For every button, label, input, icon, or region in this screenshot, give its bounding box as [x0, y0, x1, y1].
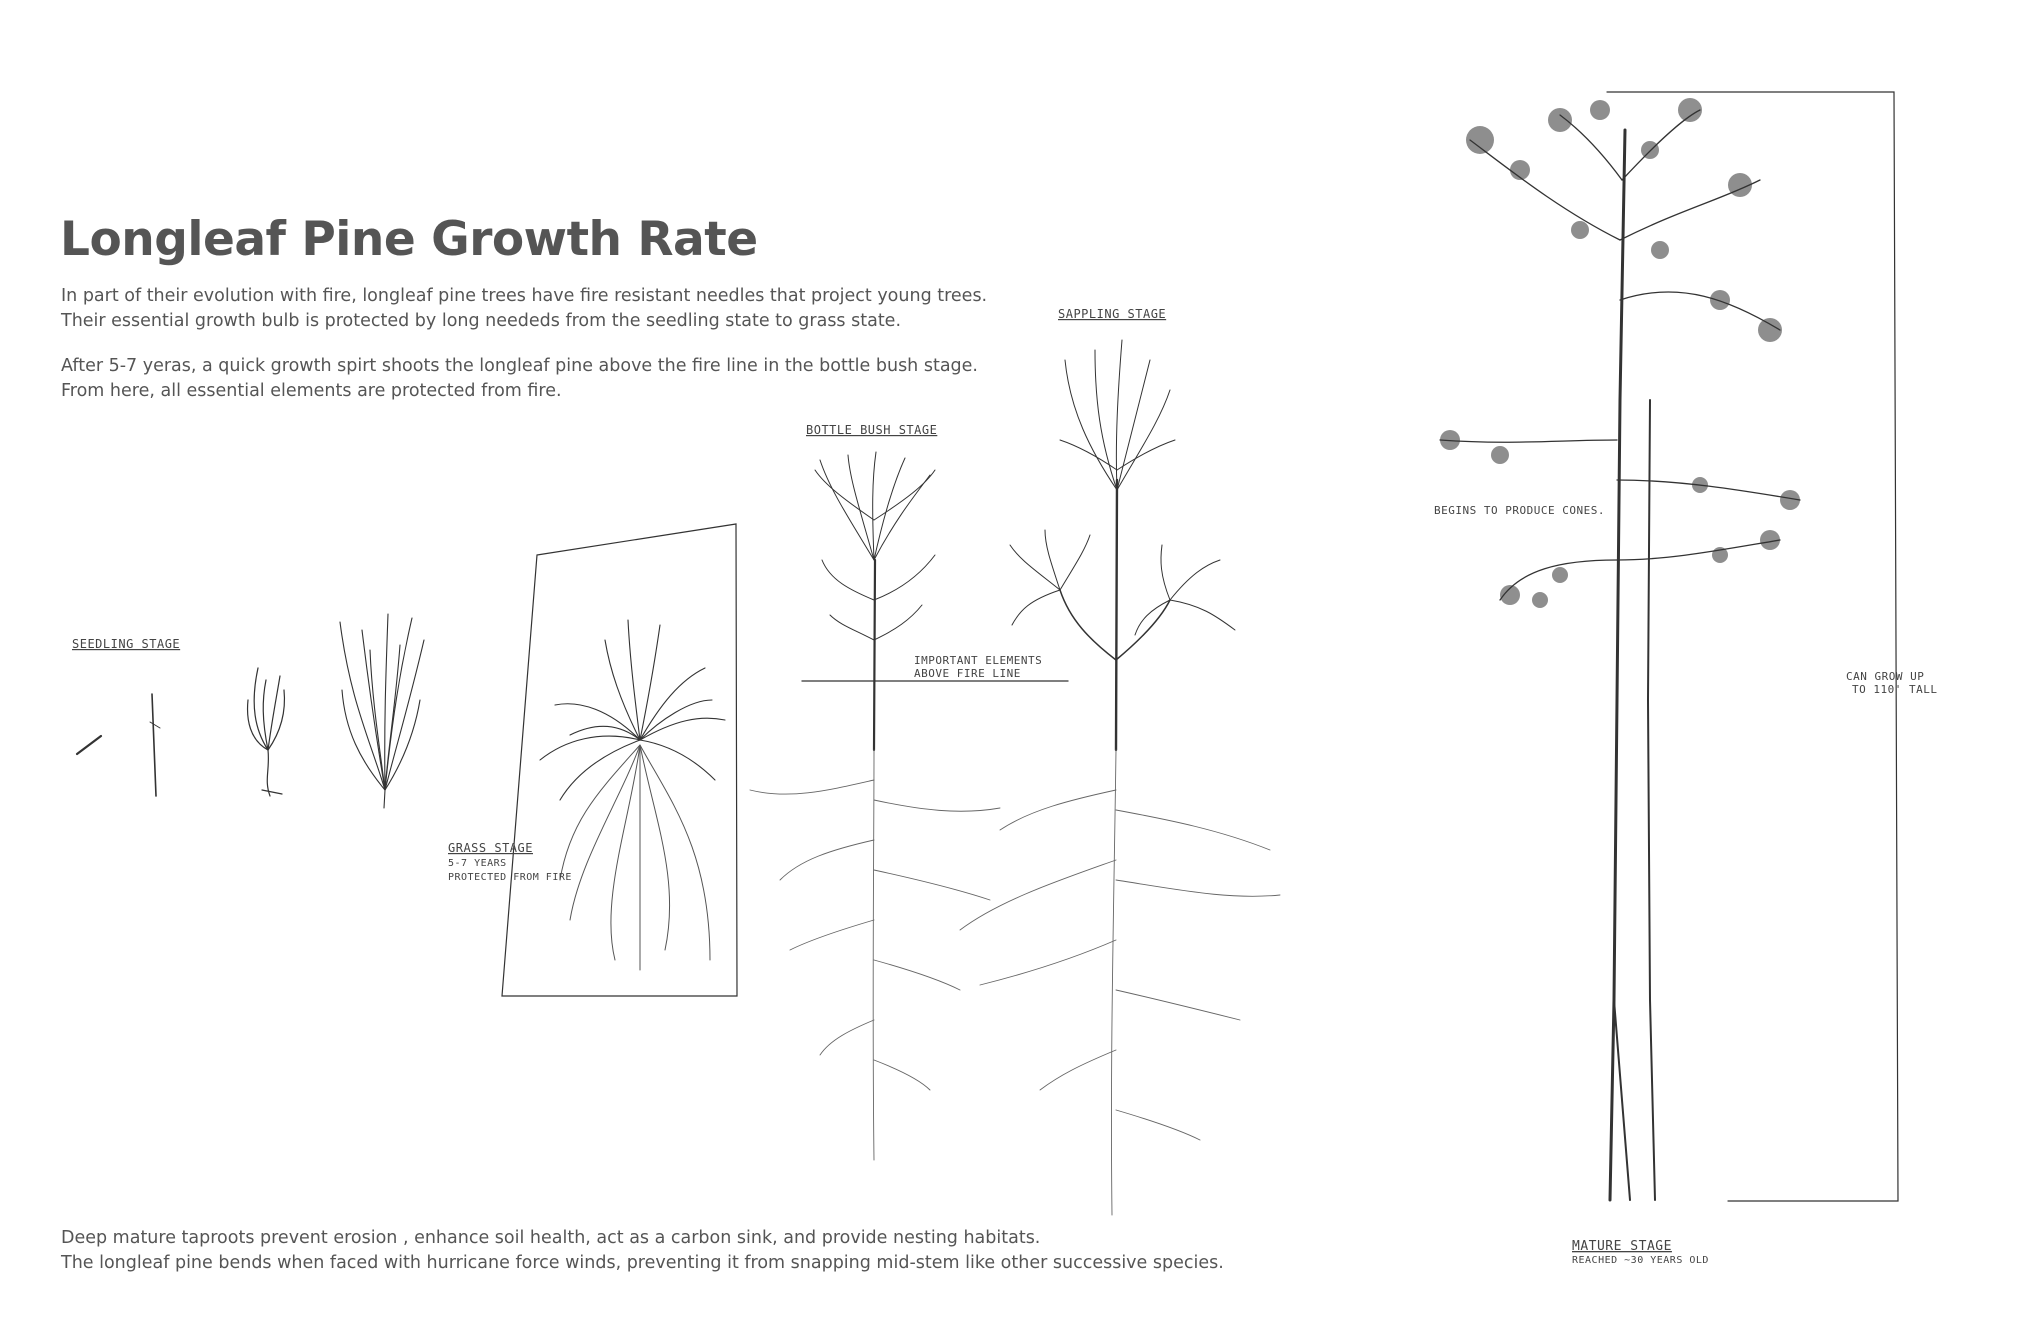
- stage-labels: [72, 307, 1937, 1266]
- grass-stage-note: PROTECTED FROM FIRE: [448, 872, 572, 883]
- intro-line: Their essential growth bulb is protected by long neededs from the seedling state to grass state.: [61, 311, 902, 331]
- grass-stage-years: 5-7 YEARS: [448, 858, 507, 869]
- fire-line-label: IMPORTANT ELEMENTS: [914, 654, 1043, 667]
- mature-stage-sketch: [1440, 92, 1898, 1201]
- sapling-stage-sketch: [960, 340, 1280, 1215]
- footer-line: Deep mature taproots prevent erosion , enhance soil health, act as a carbon sink, and provide nesting habitats.: [61, 1228, 1041, 1248]
- fire-line-label: ABOVE FIRE LINE: [914, 667, 1021, 680]
- bottle-bush-stage-sketch: [750, 452, 1068, 1160]
- sapling-stage-label: SAPPLING STAGE: [1058, 307, 1167, 321]
- intro-line: In part of their evolution with fire, longleaf pine trees have fire resistant needles that project young trees.: [61, 286, 988, 306]
- footer-line: The longleaf pine bends when faced with hurricane force winds, preventing it from snapping mid-stem like other successive species.: [61, 1253, 1224, 1273]
- height-label: CAN GROW UP: [1846, 670, 1925, 683]
- cones-label: BEGINS TO PRODUCE CONES.: [1434, 504, 1605, 517]
- mature-stage-label: MATURE STAGE: [1572, 1239, 1672, 1254]
- grass-stage-label: GRASS STAGE: [448, 841, 533, 855]
- intro-line: From here, all essential elements are protected from fire.: [61, 381, 562, 401]
- intro-line: After 5-7 yeras, a quick growth spirt shoots the longleaf pine above the fire line in the bottle bush stage.: [61, 356, 978, 376]
- grass-stage-sketch: [502, 524, 737, 996]
- page-title: Longleaf Pine Growth Rate: [60, 212, 758, 267]
- mature-stage-age: REACHED ~30 YEARS OLD: [1572, 1255, 1709, 1266]
- height-label: TO 110' TALL: [1852, 683, 1938, 696]
- bottle-bush-stage-label: BOTTLE BUSH STAGE: [806, 423, 938, 437]
- seedling-stage-label: SEEDLING STAGE: [72, 637, 181, 651]
